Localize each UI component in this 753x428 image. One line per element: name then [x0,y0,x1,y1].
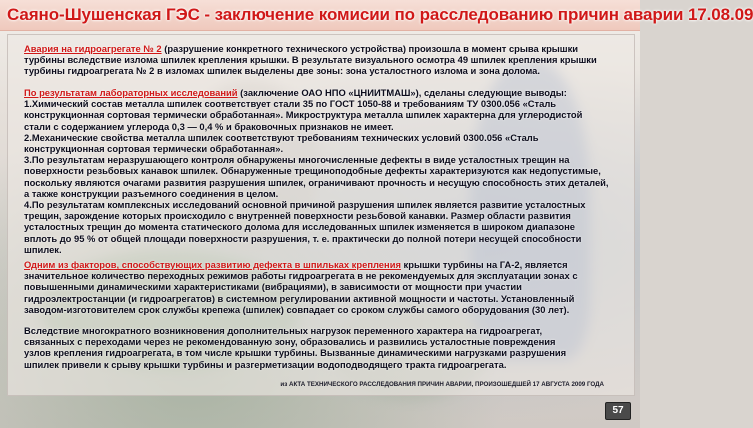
text-panel [7,34,635,396]
text-line: турбины гидроагрегата № 2 в изломах шпилек выделены две зоны: зона усталостного излома и зона долома. [24,65,540,77]
title-bar [0,0,753,31]
text-line: 4.По результатам комплексных исследований основной причиной разрушения шпилек является развитие усталостных [24,199,586,211]
text-line: конструкционная сортовая термически обработанная». Микроструктура металла шпилек характерна для углеродистой [24,109,583,121]
text-line: узлов крепления гидроагрегата, в том числе крышки турбины. Вызванные динамическими нагрузками разрушения [24,347,567,359]
text-line: стали с содержанием углерода 0,3 — 0,4 % и браковочных признаков не имеет. [24,120,394,132]
text-line: 3.По результатам неразрушающего контроля обнаружены многочисленные дефекты в виде усталостных трещин на [24,154,570,166]
text-line: шпилек. [24,243,62,255]
paragraph-factors [24,259,620,315]
source-caption: из АКТА ТЕХНИЧЕСКОГО РАССЛЕДОВАНИЯ ПРИЧИН АВАРИИ, ПРОИЗОШЕДШЕЙ 17 АВГУСТА 2009 ГОДА [280,381,604,388]
text-line: связанных с переходами через не рекомендованную зону, образовались и развились усталостные повреждения [24,336,556,348]
paragraph-factors-lead: Одним из факторов, способствующих развитию дефекта в шпильках крепления [24,259,401,270]
text-line: турбины вследствие излома шпилек крепления крышки. В результате визуального осмотра 49 шпилек крепления крышки [24,54,597,66]
text-line: (разрушение конкретного технического устройства) произошла в момент срыва крышки [161,43,579,54]
text-line: а также конструкции разъемного соединения в целом. [24,187,279,199]
text-line: шпилек привели к срыву крышки турбины и разгерметизации водоподводящего тракта гидроагрегата. [24,358,507,370]
paragraph-accident [24,43,620,77]
text-line: заводом-изготовителем срок службы крепежа (шпилек) совпадает со сроком службы самого оборудования (30 лет). [24,303,570,315]
text-line: крышки турбины на ГА-2, является [400,259,568,270]
text-line: (заключение ОАО НПО «ЦНИИТМАШ»), сделаны следующие выводы: [237,87,567,98]
slide-title: Саяно-Шушенская ГЭС - заключение комисии по расследованию причин аварии 17.08.09 [7,5,753,24]
text-line: трещин, зарождение которых происходило с внутренней поверхности резьбовой канавки. Размер области развития [24,210,571,222]
text-line: 2.Механические свойства металла шпилек соответствуют требованиям технических условий 0300.056 «Сталь [24,131,539,143]
text-line: вплоть до 95 % от общей площади поверхности разрушения, т. е. практически до полной потери несущей способности [24,232,582,244]
paragraph-lab-results [24,87,620,255]
text-line: 1.Химический состав металла шпилек соответствует стали 35 по ГОСТ 1050-88 и требованиям ТУ 0300.056 «Сталь [24,98,557,110]
paragraph-conclusion [24,325,620,370]
text-line: Вследствие многократного возникновения дополнительных нагрузок переменного характера на гидроагрегат, [24,325,543,336]
text-line: усталостных трещин до момента статического долома для исследованных шпилек изменяется в широком диапазоне [24,221,576,233]
text-line: конструкционная сортовая термически обработанная». [24,143,284,155]
text-line: повышенными динамическими характеристиками (вибрациями), в зависимости от мощности при участии [24,281,522,293]
paragraph-lab-results-lead: По результатам лабораторных исследований [24,87,238,98]
text-line: значительное количество переходных режимов работы гидроагрегата в не рекомендуемых для эксплуатации зонах с [24,270,578,282]
page-number-badge: 57 [605,402,631,420]
paragraph-accident-lead: Авария на гидроагрегате № 2 [24,43,162,54]
text-line: гидроэлектростанции (и гидроагрегатов) в системном регулировании активной мощности и частоты. Установленный [24,292,575,304]
text-line: поверхности резьбовых канавок шпилек. Обнаруженные трещиноподобные дефекты характеризуются как недопустимые, [24,165,601,177]
text-line: поскольку являются очагами развития разрушения шпилек, ограничивают прочность и несущую способность этих деталей, [24,176,609,188]
